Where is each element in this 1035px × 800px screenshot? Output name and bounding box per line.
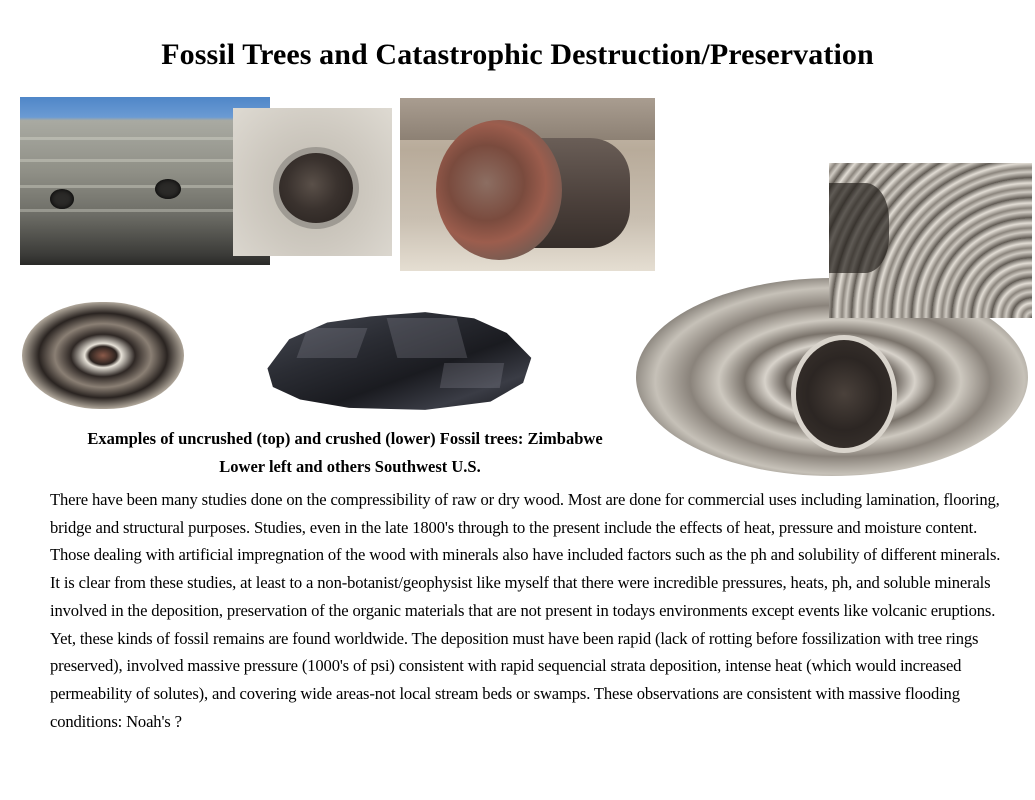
dark-log-in-sediment-photo [233,108,392,256]
photo-caption-line-1: Examples of uncrushed (top) and crushed (lower) Fossil trees: Zimbabwe [87,429,603,448]
body-paragraph: There have been many studies done on the compressibility of raw or dry wood. Most are done for commercial uses including lamination, flooring, bridge and structural purposes. Studies, even in the late 1800's through to the present include the effects of heat, pressure and moisture content. Those dealing with artificial impregnation of the wood with minerals also have included factors such as the ph and solubility of different minerals. It is clear from these studies, at least to a non-botanist/geophysist like myself that there were incredible pressures, heats, ph, and soluble minerals involved in the deposition, preservation of the organic materials that are not present in todays environments except events like volcanic eruptions. Yet, these kinds of fossil remains are found worldwide. The deposition must have been rapid (lack of rotting before fossilization with tree rings preserved), involved massive pressure (1000's of psi) consistent with rapid sequencial strata deposition, intense heat (which would increased permeability of solutes), and covering wide areas-not local stream beds or swamps. These observations are consistent with massive flooding conditions: Noah's ? [50,490,1001,731]
uncrushed-tree-slice-photo [22,302,184,409]
crushed-fossil-log-photo [262,308,534,412]
page-title: Fossil Trees and Catastrophic Destruction/Preservation [161,38,874,71]
photo-caption-line-2: Lower left and others Southwest U.S. [219,457,481,476]
red-petrified-log-photo [400,98,655,271]
tree-ring-closeup-photo [829,163,1032,318]
